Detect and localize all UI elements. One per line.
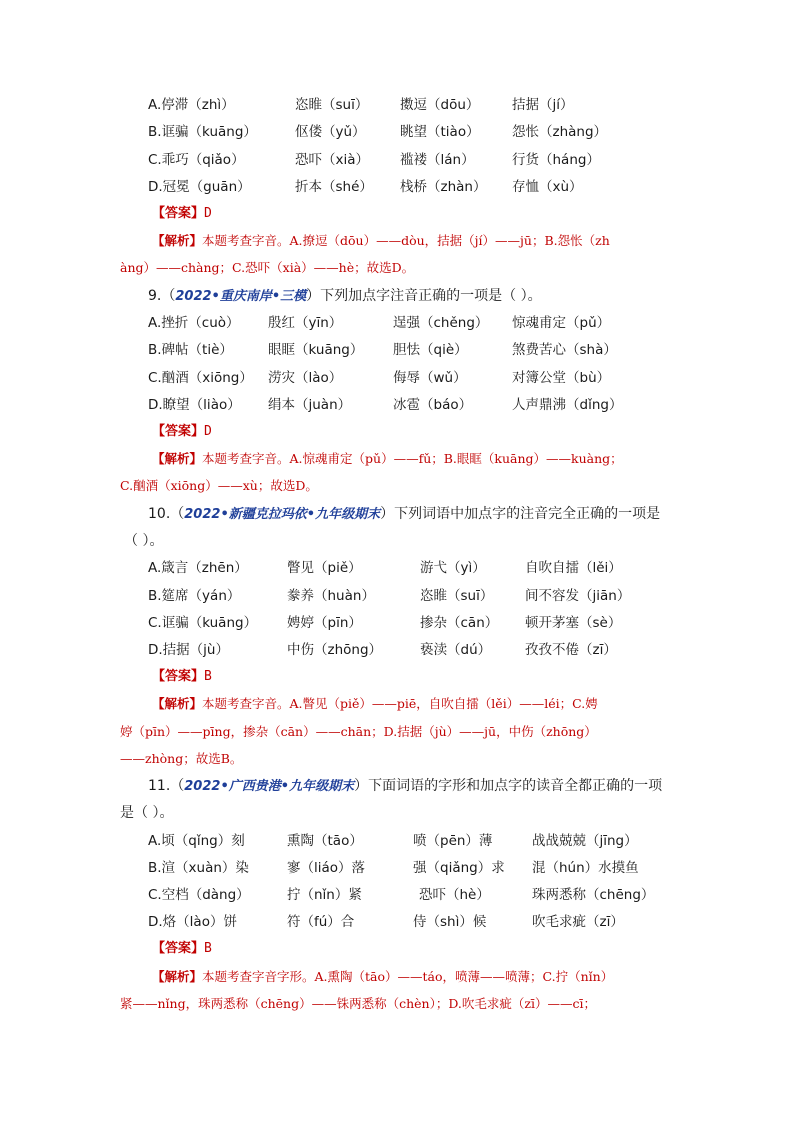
q9-answer <box>152 421 212 443</box>
q9-option-a <box>0 312 794 334</box>
answer-label: 【答案】 <box>152 669 205 684</box>
answer-value: D <box>204 424 212 439</box>
option-word: 对簿公堂（bù） <box>512 370 611 386</box>
option-word: 娉婷（pīn） <box>287 615 362 631</box>
option-word: 怨怅（zhàng） <box>512 124 608 140</box>
q8-analysis-line1 <box>152 230 610 252</box>
option-word: 侮辱（wǔ） <box>393 370 467 386</box>
option-word: 拮据（jí） <box>512 97 574 113</box>
question-text: ）下面词语的字形和加点字的读音全都正确的一项 <box>354 778 663 794</box>
option-word: 煞费苦心（shà） <box>512 342 617 358</box>
question-number: 10.（ <box>148 506 185 522</box>
option-word: 恣睢（suī） <box>420 588 494 604</box>
question-text: ）下列词语中加点字的注音完全正确的一项是 <box>380 506 661 522</box>
option-word: 眺望（tiào） <box>400 124 480 140</box>
option-word: D.烙（lào）饼 <box>148 914 237 930</box>
q10-analysis-line3: ——zhòng；故选B。 <box>120 751 243 766</box>
option-word: 栈桥（zhàn） <box>400 179 487 195</box>
option-word: 恣睢（suī） <box>295 97 369 113</box>
option-word: 符（fú）合 <box>287 914 355 930</box>
option-word: 拧（nǐn）紧 <box>287 887 362 903</box>
analysis-text: 本题考查字音。A.撩逗（dōu）——dòu，拮据（jí）——jū；B.怨怅（zh <box>202 233 610 248</box>
answer-value: D <box>204 206 212 221</box>
q9-analysis-line1 <box>152 448 623 470</box>
q11-stem-cont: 是（ ）。 <box>120 805 174 821</box>
q9-option-d <box>0 394 794 416</box>
option-word: 逞强（chěng） <box>393 315 489 331</box>
q10-option-b <box>0 585 794 607</box>
option-word: B.诓骗（kuāng） <box>148 124 257 140</box>
option-word: C.酗酒（xiōng） <box>148 370 253 386</box>
option-word: 擞逗（dōu） <box>400 97 480 113</box>
q8-option-b <box>0 121 794 143</box>
q11-stem <box>148 775 662 798</box>
option-word: D.拮据（jù） <box>148 642 229 658</box>
option-word: C.诓骗（kuāng） <box>148 615 258 631</box>
question-number: 9.（ <box>148 288 176 304</box>
q11-option-c <box>0 884 794 906</box>
option-word: 寥（liáo）落 <box>287 860 366 876</box>
option-word: 冰雹（báo） <box>393 397 473 413</box>
question-source: 2022•重庆南岸•三模 <box>175 289 307 304</box>
option-word: 胆怯（qiè） <box>393 342 468 358</box>
option-word: B.碑帖（tiè） <box>148 342 233 358</box>
option-word: 绢本（juàn） <box>268 397 352 413</box>
q10-stem <box>148 503 660 526</box>
q11-answer <box>152 938 212 960</box>
option-word: D.冠冕（guān） <box>148 179 251 195</box>
analysis-text: 本题考查字音。A.瞥见（piě）——piē，自吹自擂（lěi）——léi；C.娉 <box>202 696 598 711</box>
q10-option-d <box>0 639 794 661</box>
q9-analysis-line2: C.酗酒（xiōng）——xù；故选D。 <box>120 478 318 493</box>
option-word: 游弋（yì） <box>420 560 486 576</box>
q8-answer <box>152 203 212 225</box>
q10-option-a <box>0 557 794 579</box>
analysis-text: 本题考查字音。A.惊魂甫定（pǔ）——fǔ；B.眼眶（kuāng）——kuàng； <box>202 451 623 466</box>
option-word: 殷红（yīn） <box>268 315 343 331</box>
q11-analysis-line1 <box>152 966 613 988</box>
q9-option-c <box>0 367 794 389</box>
answer-value: B <box>204 669 212 684</box>
analysis-label: 【解析】 <box>152 696 203 711</box>
q11-option-a <box>0 830 794 852</box>
option-word: A.顷（qǐng）刻 <box>148 833 245 849</box>
answer-label: 【答案】 <box>152 206 205 221</box>
option-word: A.挫折（cuò） <box>148 315 240 331</box>
option-word: 熏陶（tāo） <box>287 833 363 849</box>
analysis-label: 【解析】 <box>152 969 203 984</box>
option-word: 眼眶（kuāng） <box>268 342 364 358</box>
q11-option-b <box>0 857 794 879</box>
option-word: 中伤（zhōng） <box>287 642 383 658</box>
q11-option-d <box>0 911 794 933</box>
question-source: 2022•广西贵港•九年级期末 <box>184 779 355 794</box>
option-word: 间不容发（jiān） <box>525 588 631 604</box>
q10-answer <box>152 666 212 688</box>
q10-stem-cont: （ ）。 <box>124 533 164 549</box>
option-word: 惊魂甫定（pǔ） <box>512 315 611 331</box>
option-word: 自吹自擂（lěi） <box>525 560 622 576</box>
option-word: 褴褛（lán） <box>400 152 475 168</box>
option-word: B.筵席（yán） <box>148 588 241 604</box>
q8-option-d <box>0 176 794 198</box>
option-word: 涝灾（lào） <box>268 370 343 386</box>
option-word: 伛偻（yǔ） <box>295 124 366 140</box>
option-word: C.空档（dàng） <box>148 887 250 903</box>
analysis-label: 【解析】 <box>152 233 203 248</box>
answer-value: B <box>204 941 212 956</box>
option-word: 人声鼎沸（dǐng） <box>512 397 623 413</box>
analysis-label: 【解析】 <box>152 451 203 466</box>
answer-label: 【答案】 <box>152 941 205 956</box>
analysis-text: 本题考查字音字形。A.熏陶（tāo）——táo，喷薄——喷薄；C.拧（nǐn） <box>202 969 614 984</box>
question-text: ）下列加点字注音正确的一项是（ ）。 <box>306 288 542 304</box>
q9-option-b <box>0 339 794 361</box>
question-source: 2022•新疆克拉玛依•九年级期末 <box>184 507 381 522</box>
q8-analysis-line2: àng）——chàng；C.恐吓（xià）——hè；故选D。 <box>120 260 415 275</box>
option-word: A.箴言（zhēn） <box>148 560 248 576</box>
option-word: 掺杂（cān） <box>420 615 499 631</box>
option-word: A.停滞（zhì） <box>148 97 235 113</box>
option-word: 顿开茅塞（sè） <box>525 615 622 631</box>
option-word: 豢养（huàn） <box>287 588 375 604</box>
option-word: 恐吓（xià） <box>295 152 370 168</box>
q10-option-c <box>0 612 794 634</box>
option-word: 喷（pēn）薄 <box>413 833 493 849</box>
option-word: 强（qiǎng）求 <box>413 860 505 876</box>
question-number: 11.（ <box>148 778 185 794</box>
option-word: 混（hún）水摸鱼 <box>532 860 639 876</box>
option-word: 恐吓（hè） <box>419 887 490 903</box>
q8-option-c <box>0 149 794 171</box>
option-word: 行货（háng） <box>512 152 600 168</box>
option-word: D.瞭望（liào） <box>148 397 241 413</box>
option-word: C.乖巧（qiǎo） <box>148 152 245 168</box>
option-word: 战战兢兢（jīng） <box>532 833 638 849</box>
option-word: 珠两悉称（chēng） <box>532 887 655 903</box>
q10-analysis-line1 <box>152 693 598 715</box>
q9-stem <box>148 285 542 308</box>
answer-label: 【答案】 <box>152 424 205 439</box>
q8-option-a <box>0 94 794 116</box>
option-word: 孜孜不倦（zī） <box>525 642 617 658</box>
option-word: 存恤（xù） <box>512 179 583 195</box>
option-word: 亵渎（dú） <box>420 642 492 658</box>
option-word: 侍（shì）候 <box>413 914 487 930</box>
option-word: 吹毛求疵（zī） <box>532 914 624 930</box>
q11-analysis-line2: 紧——nǐng，珠两悉称（chēng）——铢两悉称（chèn）；D.吹毛求疵（zī）——cī； <box>120 996 596 1011</box>
q10-analysis-line2: 婷（pīn）——pīng，掺杂（cān）——chān；D.拮据（jù）——jū，中伤（zhōng） <box>120 724 597 739</box>
option-word: 折本（shé） <box>295 179 373 195</box>
option-word: 瞥见（piě） <box>287 560 362 576</box>
option-word: B.渲（xuàn）染 <box>148 860 249 876</box>
